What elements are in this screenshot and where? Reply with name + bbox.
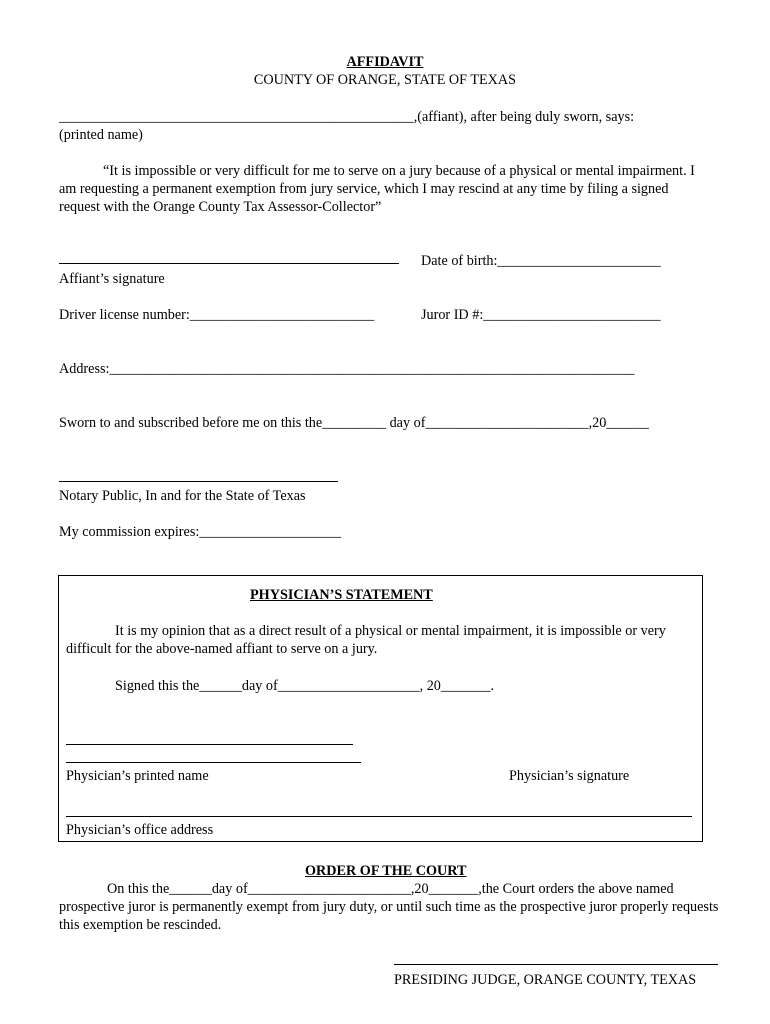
physician-name-line-1[interactable]	[66, 744, 353, 745]
affiant-name-line[interactable]: __________________________________________________,(affiant), after being duly sworn, says:	[59, 109, 635, 125]
physician-office-address-label: Physician’s office address	[66, 822, 214, 838]
physician-statement-box	[58, 575, 703, 842]
physician-address-line[interactable]	[66, 816, 692, 817]
physician-opinion: It is my opinion that as a direct result of a physical or mental impairment, it is impossible or very difficult for the above-named affiant to serve on a jury.	[66, 623, 666, 657]
physician-signature-label: Physician’s signature	[509, 768, 630, 784]
address-field[interactable]: Address:__________________________________________________________________________	[59, 361, 635, 377]
physician-title: PHYSICIAN’S STATEMENT	[250, 587, 433, 603]
court-title: ORDER OF THE COURT	[305, 863, 467, 879]
affidavit-statement: “It is impossible or very difficult for me to serve on a jury because of a physical or mental impairment. I am requesting a permanent exemption from jury service, which I may rescind at any time by filing a signed request with the Orange County Tax Assessor-Collector”	[59, 163, 695, 215]
juror-id-field[interactable]: Juror ID #:_________________________	[421, 307, 661, 323]
physician-name-line-2[interactable]	[66, 762, 361, 763]
sworn-line[interactable]: Sworn to and subscribed before me on this the_________ day of_______________________,20______	[59, 415, 649, 431]
driver-license-field[interactable]: Driver license number:__________________________	[59, 307, 375, 323]
date-of-birth-field[interactable]: Date of birth:_______________________	[421, 253, 661, 269]
printed-name-label: (printed name)	[59, 127, 143, 143]
physician-printed-name-label: Physician’s printed name	[66, 768, 209, 784]
affiant-signature-label: Affiant’s signature	[59, 271, 165, 287]
notary-label: Notary Public, In and for the State of Texas	[59, 488, 306, 504]
judge-label: PRESIDING JUDGE, ORANGE COUNTY, TEXAS	[394, 972, 697, 988]
affidavit-subtitle: COUNTY OF ORANGE, STATE OF TEXAS	[253, 72, 517, 88]
physician-signed-line[interactable]: Signed this the______day of____________________, 20_______.	[115, 678, 495, 694]
judge-signature-line[interactable]	[394, 964, 718, 965]
commission-expires-field[interactable]: My commission expires:____________________	[59, 524, 342, 540]
affidavit-title: AFFIDAVIT	[346, 54, 424, 70]
notary-signature-line[interactable]	[59, 481, 338, 482]
affiant-signature-line[interactable]	[59, 263, 399, 264]
court-order-text: On this the______day of_______________________,20_______,the Court orders the above named prospective juror is permanently exempt from jury duty, or until such time as the prospective juror properly requests this exemption be rescinded.	[59, 881, 719, 933]
